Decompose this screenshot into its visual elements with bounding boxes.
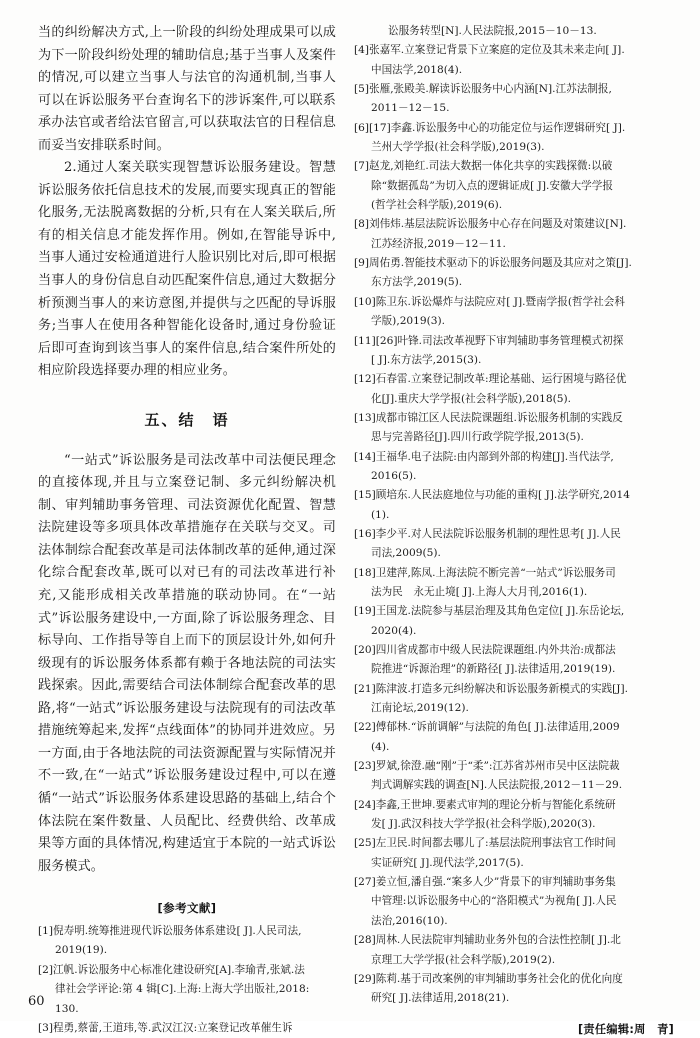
reference-entry-line: 研究[ J].法律适用,2018(21). <box>371 992 510 1005</box>
reference-entry: [22]傅郁林.“诉前调解”与法院的角色[ J].法律适用,2009 <box>354 721 620 734</box>
reference-entry-line: (1). <box>371 508 390 521</box>
reference-entry-line: (哲学社会科学版),2019(6). <box>371 199 503 212</box>
reference-entry: [28]周林.人民法院审判辅助业务外包的合法性控制[ J].北 <box>354 934 621 947</box>
reference-entry: [29]陈莉.基于司改案例的审判辅助事务社会化的优化向度 <box>354 972 623 985</box>
reference-entry-line: 判式调解实践的调查[N].人民法院报,2012－11－29. <box>371 779 623 792</box>
reference-entry: [19]王国龙.法院参与基层治理及其角色定位[ J].东岳论坛, <box>354 605 625 618</box>
body-paragraph-item-2: 2.通过人案关联实现智慧诉讼服务建设。智慧诉讼服务依托信息技术的发展,而要实现真正的智能化服务,无法脱离数据的分析,只有在人案关联后,所有的相关信息才能发挥作用。例如,在智能导诉中,当事人通过安检通道进行人脸识别比对后,即可根据当事人的身份信息自动匹配案件信息,通过大数据分析预测当事人的来访意图,并提供与之匹配的导诉服务;当事人在使用各种智能化设备时,通过身份验证后即可查询到该当事人的案件信息,结合案件所处的相应阶段选择要办理的相应业务。 <box>38 160 336 379</box>
reference-entry: [10]陈卫东.诉讼爆炸与法院应对[ J].暨南学报(哲学社会科 <box>354 295 625 308</box>
reference-entry-line: 2011－12－15. <box>371 102 450 115</box>
reference-entry-line: 讼服务转型[N].人民法院报,2015－10－13. <box>388 25 597 37</box>
reference-entry-line: 化[J].重庆大学学报(社会科学版),2018(5). <box>371 392 571 405</box>
reference-entry-line: (4). <box>371 740 390 753</box>
reference-entry: [14]王福华.电子法院:由内部到外部的构建[J].当代法学, <box>354 450 614 463</box>
reference-entry-line: 江南论坛,2019(12). <box>371 702 469 715</box>
reference-entry: [4]张嘉军.立案登记背景下立案庭的定位及其未来走向[ J]. <box>354 44 625 57</box>
reference-entry-line: 法为民 永无止境[ J].上海人大月刊,2016(1). <box>371 585 588 598</box>
reference-entry: [9]周佑勇.智能技术驱动下的诉讼服务问题及其应对之策[J]. <box>354 257 632 270</box>
reference-entry: [5]张雁,张殿美.解读诉讼服务中心内涵[N].江苏法制报, <box>354 83 612 96</box>
reference-entry-line: 2016(5). <box>371 469 417 482</box>
section-heading-conclusion: 五、结 语 <box>144 410 230 429</box>
reference-entry: [23]罗斌,徐澄.融“刚”于“柔”:江苏省苏州市吴中区法院裁 <box>354 760 620 773</box>
reference-entry-line: 发[ J].武汉科技大学学报(社会科学版),2020(3). <box>371 818 596 831</box>
reference-entry-line: 学版),2019(3). <box>371 315 446 328</box>
reference-entry-line: 除“数据孤岛”为切入点的逻辑证成[ J].安徽大学学报 <box>371 179 613 192</box>
reference-entry: [11][26]叶锋.司法改革视野下审判辅助事务管理模式初探 <box>354 334 624 347</box>
reference-entry: [24]李鑫,王世坤.要素式审判的理论分析与智能化系统研 <box>354 798 616 811</box>
body-paragraph-continued: 当的纠纷解决方式,上一阶段的纠纷处理成果可以成为下一阶段纠纷处理的辅助信息;基于当事人及案件的情况,可以建立当事人与法官的沟通机制,当事人可以在诉讼服务平台查询名下的涉诉案件,可以联系承办法官或者给法官留言,可以获取法官的日程信息而妥当安排联系时间。 <box>38 25 336 153</box>
conclusion-paragraph: “一站式”诉讼服务是司法改革中司法便民理念的直接体现,并且与立案登记制、多元纠纷解决机制、审判辅助事务管理、司法资源优化配置、智慧法院建设等多项具体改革措施存在关联与交叉。司法体制综合配套改革是司法体制改革的延伸,通过深化综合配套改革,既可以对已有的司法改革进行补充,又能形成相关改革措施的联动协同。在“一站式”诉讼服务建设中,一方面,除了诉讼服务理念、目标导向、工作指导等自上而下的顶层设计外,如何升级现有的诉讼服务体系都有赖于各地法院的司法实践探索。因此,需要结合司法体制综合配套改革的思路,将“一站式”诉讼服务建设与法院现有的司法改革措施统筹起来,发挥“点线面体”的协同并进效应。另一方面,由于各地法院的司法资源配置与实际情况并不一致,在“一站式”诉讼服务建设过程中,可以在遵循“一站式”诉讼服务体系建设思路的基础上,结合个体法院在案件数量、人员配比、经费供给、改革成果等方面的具体情况,构建适宜于本院的一站式诉讼服务模式。 <box>38 452 336 874</box>
reference-entry-line: 京理工大学学报(社会科学版),2019(2). <box>371 953 556 966</box>
reference-entry: [1]倪寿明.统筹推进现代诉讼服务体系建设[ J].人民司法, <box>38 925 302 938</box>
reference-entry: [2]江帆.诉讼服务中心标准化建设研究[A].李瑜青,张斌.法 <box>38 963 305 976</box>
references-heading: [参考文献] <box>157 901 217 916</box>
reference-entry: [8]刘伟炜.基层法院诉讼服务中心存在问题及对策建议[N]. <box>354 218 627 231</box>
page-number: 60 <box>28 994 45 1009</box>
left-column <box>0 22 348 1034</box>
reference-entry-line: [ J].东方法学,2015(3). <box>371 353 482 366</box>
reference-entry: [6][17]李鑫.诉讼服务中心的功能定位与运作逻辑研究[ J]. <box>354 121 626 134</box>
reference-entry-line: 2019(19). <box>55 944 108 957</box>
reference-entry: [13]成都市锦江区人民法院课题组.诉讼服务机制的实践反 <box>354 411 623 424</box>
responsible-editor-credit: [责任编辑:周 青] <box>577 1022 674 1036</box>
reference-entry: [3]程勇,蔡蕾,王道玮,等.武汉江汉:立案登记改革催生诉 <box>38 1021 293 1034</box>
reference-entry-line: 中管理:以诉讼服务中心的“洛阳模式”为视角[ J].人民 <box>371 895 617 908</box>
reference-entry-line: 院推进“诉源治理”的新路径[ J].法律适用,2019(19). <box>371 663 616 676</box>
reference-entry: [16]李少平.对人民法院诉讼服务机制的理性思考[ J].人民 <box>354 527 621 540</box>
reference-entry-line: 律社会学评论:第 4 辑[C].上海:上海大学出版社,2018: <box>55 983 310 996</box>
two-column-layout <box>0 22 700 1036</box>
reference-entry-line: 司法,2009(5). <box>371 547 441 560</box>
reference-entry-line: 2020(4). <box>371 624 417 637</box>
reference-entry: [12]石春雷.立案登记制改革:理论基础、运行困境与路径优 <box>354 373 627 386</box>
reference-entry: [20]四川省成都市中级人民法院课题组.内外共治:成都法 <box>354 644 616 656</box>
reference-entry: [25]左卫民.时间都去哪儿了:基层法院刑事法官工作时间 <box>354 837 616 850</box>
right-column <box>348 22 700 1036</box>
reference-entry: [18]卫建萍,陈凤.上海法院不断完善“一站式”诉讼服务司 <box>354 566 616 579</box>
references-list-right <box>354 22 676 1009</box>
reference-entry-line: 兰州大学学报(社会科学版),2019(3). <box>371 141 545 154</box>
reference-entry: [21]陈津波.打造多元纠纷解决和诉讼服务新模式的实践[J]. <box>354 682 629 695</box>
reference-entry-line: 思与完善路径[J].四川行政学院学报,2013(5). <box>371 431 584 444</box>
reference-entry: [15]顾培东.人民法庭地位与功能的重构[ J].法学研究,2014 <box>354 489 630 502</box>
reference-entry-line: 江苏经济报,2019－12－11. <box>371 237 506 250</box>
reference-entry: [7]赵龙,刘艳红.司法大数据一体化共享的实践探微:以破 <box>354 160 613 173</box>
reference-entry-line: 实证研究[ J].现代法学,2017(5). <box>371 856 524 869</box>
reference-entry-line: 法治,2016(10). <box>371 914 448 927</box>
reference-entry: [27]姜立恒,潘自强.“案多人少”背景下的审判辅助事务集 <box>354 876 616 889</box>
reference-entry-line: 中国法学,2018(4). <box>371 63 463 76</box>
reference-entry-line: 东方法学,2019(5). <box>371 276 463 289</box>
reference-entry-line: 130. <box>55 1002 79 1015</box>
